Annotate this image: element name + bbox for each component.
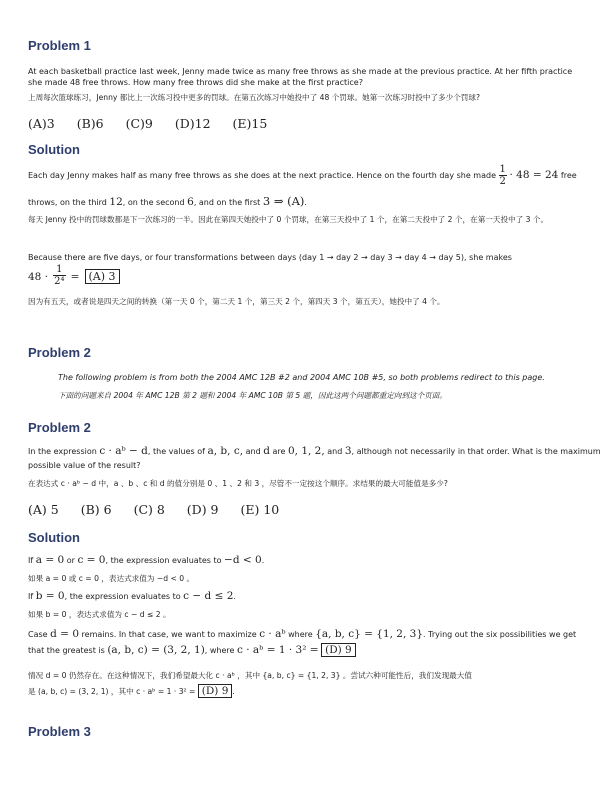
choice-e: (E)15 (232, 116, 268, 131)
math-triple: (a, b, c) = (3, 2, 1) (107, 644, 205, 656)
text-span: remains. In that case, we want to maximize (81, 630, 257, 639)
math-variables: a, b, c, (207, 445, 244, 457)
text-span: . (261, 556, 265, 565)
choice-b: (B)6 (76, 116, 104, 131)
solution-1-line-1-text: Each day Jenny makes half as many free throws as she does at the next practice. Hence on the fourth day she made (28, 171, 496, 180)
math-expression: c · aᵇ − d (99, 445, 148, 457)
solution-2-zh-2: 如果 b = 0 ，表达式求值为 c − d ≤ 2 。 (28, 610, 171, 619)
text-span: 是 (a, b, c) = (3, 2, 1) ，其中 c · aᵇ = 1 · 3² = (28, 687, 196, 696)
problem-2-text-zh: 在表达式 c · aᵇ − d 中，a 、b 、c 和 d 的值分别是 0 、1 、2 和 3 ，尽管不一定按这个顺序。求结果的最大可能值是多少? (28, 479, 448, 488)
text-span: . (304, 198, 307, 207)
solution-2-line-1 (28, 555, 264, 566)
text-span: . Trying out the six possibilities we get (423, 630, 577, 639)
solution-1-line-2 (28, 196, 588, 208)
solution-1-line-1 (28, 164, 588, 187)
text-span: If (28, 592, 34, 601)
text-span: If (28, 556, 34, 565)
problem-1-heading: Problem 1 (28, 38, 91, 53)
choice-e: (E) 10 (240, 502, 280, 517)
math-6: 6 (187, 196, 194, 208)
solution-1-math-24: · 48 = 24 (509, 169, 559, 181)
choice-b: (B) 6 (80, 502, 112, 517)
text-span: or (66, 556, 75, 565)
text-span: , the expression evaluates to (64, 592, 181, 601)
solution-1-line-4 (28, 264, 120, 287)
text-span: . (233, 592, 236, 601)
half-fraction (499, 164, 507, 187)
fraction-numerator: 1 (53, 264, 65, 276)
fraction-denominator: 2⁴ (54, 276, 65, 287)
redirect-note-en: The following problem is from both the 2004 AMC 12B #2 and 2004 AMC 10B #5, so both problems redirect to this page. (58, 373, 545, 382)
choice-c: (C)9 (125, 116, 153, 131)
math-a-zero: a = 0 (35, 554, 65, 566)
math-3: 3 (344, 445, 352, 457)
text-span: In the expression (28, 447, 97, 456)
text-span: Case (28, 630, 48, 639)
math-set: {a, b, c} = {1, 2, 3} (315, 628, 424, 640)
text-span: and (327, 447, 343, 456)
problem-2-question-line-1 (28, 445, 601, 457)
math-values: 0, 1, 2, (287, 445, 325, 457)
problem-1-text-zh: 上周每次篮球练习，Jenny 都比上一次练习投中更多的罚球。在第五次练习中她投中了 48 个罚球。她第一次练习时投中了多少个罚球? (28, 93, 481, 102)
problem-1-choices (28, 116, 285, 131)
math-d: d (263, 445, 270, 457)
problem-3-heading: Problem 3 (28, 724, 91, 739)
power-fraction (53, 264, 65, 287)
text-span: and (245, 447, 261, 456)
text-span: , the values of (147, 447, 205, 456)
solution-2-zh-1: 如果 a = 0 或 c = 0 ，表达式求值为 −d < 0 。 (28, 574, 195, 583)
boxed-answer: (D) 9 (321, 643, 356, 657)
math-48: 48 · (28, 271, 49, 283)
boxed-answer: (A) 3 (85, 269, 120, 284)
choice-a: (A)3 (28, 116, 55, 131)
math-answer-a: 3 ⇒ (A) (262, 194, 305, 208)
fraction-denominator: 2 (499, 176, 506, 187)
text-span: , where (204, 646, 235, 655)
math-12: 12 (109, 196, 123, 208)
fraction-numerator: 1 (499, 164, 506, 175)
text-span: . (232, 687, 235, 696)
solution-1-zh-2: 因为有五天，或者说是四天之间的转换（第一天 0 个，第二天 1 个，第三天 2 个，第四天 3 个，第五天），她投中了 4 个。 (28, 297, 445, 306)
solution-2-line-4 (28, 645, 356, 656)
math-negative-d: −d < 0 (224, 554, 262, 566)
solution-2-line-3 (28, 629, 588, 640)
solution-1-zh-1: 每天 Jenny 投中的罚球数都是下一次练习的一半。因此在第四天她投中了 0 个罚球，在第三天投中了 1 个，在第二天投中了 2 个，在第一天投中了 3 个。 (28, 215, 549, 224)
text-span: throws, on the third (28, 198, 107, 207)
solution-2-zh-3a: 情况 d = 0 仍然存在。在这种情况下，我们希望最大化 c · aᵇ ，其中 {a, b, c} = {1, 2, 3} 。尝试六种可能性后，我们发现最大值 (28, 671, 472, 680)
equals-sign: = (70, 271, 80, 283)
solution-1-line-3: Because there are five days, or four transformations between days (day 1 → day 2 → day 3 → day 4 → day 5), she makes (28, 253, 512, 262)
solution-2-zh-3b (28, 686, 235, 697)
math-c-zero: c = 0 (77, 554, 106, 566)
boxed-answer: (D) 9 (198, 684, 233, 698)
problem-1-text-en: At each basketball practice last week, Jenny made twice as many free throws as she made at the previous practice. At her fifth practice she made 48 free throws. How many free throws did she make at the first practice? (28, 67, 573, 87)
math-d-zero: d = 0 (50, 628, 79, 640)
problem-2-heading: Problem 2 (28, 420, 91, 435)
math-c-minus-d: c − d ≤ 2 (183, 590, 234, 602)
choice-a: (A) 5 (28, 502, 59, 517)
text-span: where (288, 630, 313, 639)
text-span: , and on the first (193, 198, 261, 207)
text-span: , on the second (122, 198, 185, 207)
problem-2-choices (28, 502, 297, 517)
problem-2-question-line-2: possible value of the result? (28, 461, 141, 470)
problem-2-intro-heading: Problem 2 (28, 345, 91, 360)
math-b-zero: b = 0 (35, 590, 65, 602)
solution-2-heading: Solution (28, 530, 80, 545)
choice-d: (D)12 (174, 116, 211, 131)
text-span: that the greatest is (28, 646, 105, 655)
choice-d: (D) 9 (186, 502, 219, 517)
solution-1-heading: Solution (28, 142, 80, 157)
choice-c: (C) 8 (133, 502, 165, 517)
text-span: , the expression evaluates to (105, 556, 222, 565)
solution-2-line-2 (28, 591, 236, 602)
math-result: c · aᵇ = 1 · 3² = (237, 644, 319, 656)
math-c-a-b: c · aᵇ (259, 628, 286, 640)
solution-1-line-1-end: free (560, 171, 577, 180)
text-span: are (272, 447, 286, 456)
redirect-note-zh: 下面的问题来自 2004 年 AMC 12B 第 2 题和 2004 年 AMC 10B 第 5 题，因此这两个问题都重定向到这个页面。 (58, 391, 447, 400)
text-span: , although not necessarily in that order. What is the maximum (351, 447, 601, 456)
